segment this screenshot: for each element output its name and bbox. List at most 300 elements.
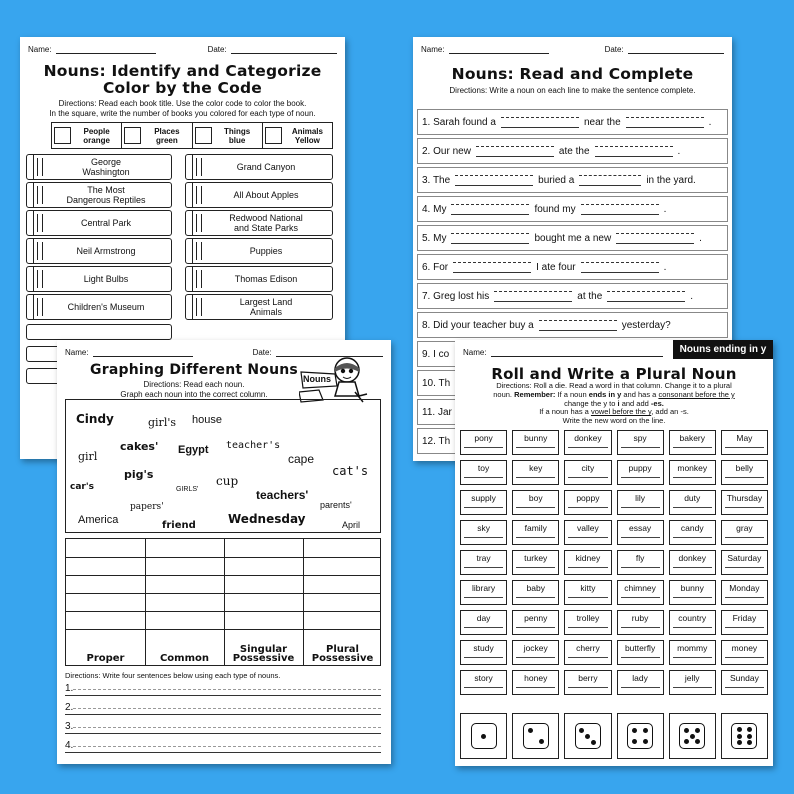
book-right[interactable] xyxy=(185,238,333,264)
noun-word: cat's xyxy=(332,464,369,478)
dice-cell xyxy=(564,713,611,759)
directions-line-2: Graph each noun into the correct column. xyxy=(120,389,268,399)
graph-column-label xyxy=(66,654,145,663)
book-title-line-1: Redwood National xyxy=(229,213,303,223)
page-title: Nouns: Read and Complete xyxy=(451,65,694,83)
word-cell[interactable]: library xyxy=(460,580,507,605)
column-label-line-1: Common xyxy=(159,653,210,664)
key-cell xyxy=(263,123,332,148)
graph-row-line xyxy=(66,629,380,630)
sentence-row xyxy=(417,196,728,222)
book-title xyxy=(70,274,129,284)
directions-line-5: Write the new word on the line. xyxy=(562,416,666,426)
name-line[interactable] xyxy=(56,45,156,54)
answer-blank[interactable] xyxy=(595,146,673,157)
die-pip xyxy=(747,740,752,745)
book-title xyxy=(54,302,145,312)
book-right[interactable] xyxy=(185,154,333,180)
book-right[interactable] xyxy=(185,294,333,320)
sentence-row xyxy=(417,225,728,251)
word-cell[interactable]: country xyxy=(669,610,716,635)
book-spine xyxy=(27,295,34,319)
name-label: Name: xyxy=(463,348,487,357)
book-title xyxy=(223,162,296,172)
key-label xyxy=(74,127,119,145)
die-pip xyxy=(643,739,648,744)
die-pip xyxy=(684,728,689,733)
die-4-icon xyxy=(627,723,653,749)
key-cell xyxy=(52,123,122,148)
sentence-part-b: ate the xyxy=(558,145,590,157)
word-cell[interactable]: berry xyxy=(564,670,611,695)
writing-line[interactable]: 3. xyxy=(65,721,381,734)
die-3-icon xyxy=(575,723,601,749)
count-square[interactable] xyxy=(195,127,212,144)
key-label xyxy=(144,127,189,145)
topic-badge: Nouns ending in y xyxy=(673,340,773,359)
word-cell[interactable]: duty xyxy=(669,490,716,515)
answer-blank[interactable] xyxy=(451,204,529,215)
sentence-part-b: found my xyxy=(534,203,576,215)
noun-word: teacher's xyxy=(226,440,281,451)
book-title xyxy=(67,218,131,228)
book-title xyxy=(236,246,283,256)
book-right[interactable] xyxy=(185,266,333,292)
graph-column-label xyxy=(303,645,382,663)
word-cell[interactable]: fly xyxy=(617,550,664,575)
sentence-part-b: bought me a new xyxy=(534,232,612,244)
word-cell[interactable]: May xyxy=(721,430,768,455)
sentence-part-b: yesterday? xyxy=(621,319,671,331)
die-pip xyxy=(481,734,486,739)
name-line[interactable] xyxy=(491,348,663,357)
book-title-line-2: and State Parks xyxy=(233,223,299,233)
dice-cell xyxy=(669,713,716,759)
book-spine xyxy=(186,155,193,179)
dir-consonant: consonant before the y xyxy=(658,389,735,399)
key-category: Animals xyxy=(291,126,323,136)
book-spine xyxy=(27,183,34,207)
word-cell[interactable]: study xyxy=(460,640,507,665)
sentence-part-c: . xyxy=(690,290,694,302)
answer-blank[interactable] xyxy=(494,291,572,302)
book-spine xyxy=(186,267,193,291)
answer-blank[interactable] xyxy=(455,175,533,186)
die-pip xyxy=(643,728,648,733)
noun-graph xyxy=(65,538,381,666)
dir-vowel: vowel before the y xyxy=(590,407,652,417)
book-spine xyxy=(186,183,193,207)
book-left[interactable] xyxy=(26,294,172,320)
book-title xyxy=(68,157,129,177)
die-pip xyxy=(747,727,752,732)
answer-blank[interactable] xyxy=(539,320,617,331)
name-label: Name: xyxy=(28,45,52,54)
dice-cell xyxy=(512,713,559,759)
noun-word: cakes' xyxy=(120,440,159,453)
word-cell[interactable]: bakery xyxy=(669,430,716,455)
die-pip xyxy=(737,734,742,739)
noun-word: parents' xyxy=(320,500,352,510)
book-spine xyxy=(27,211,34,235)
noun-word: America xyxy=(78,514,119,526)
book-left-partial xyxy=(26,324,172,340)
word-cell[interactable]: essay xyxy=(617,520,664,545)
word-cell[interactable]: bunny xyxy=(669,580,716,605)
column-label-line-1: Singular xyxy=(239,644,288,655)
word-cell[interactable]: jockey xyxy=(512,640,559,665)
hero-cape-label: Nouns xyxy=(303,374,331,384)
noun-word: teachers' xyxy=(256,488,309,502)
noun-word: house xyxy=(192,414,222,426)
book-title xyxy=(219,190,298,200)
book-title-line-1: Neil Armstrong xyxy=(76,246,136,256)
noun-word: girl xyxy=(78,450,98,463)
word-cell[interactable]: honey xyxy=(512,670,559,695)
sentence-part-a: 3. The xyxy=(422,174,451,186)
sentence-part-a: 12. Th xyxy=(422,435,451,447)
die-pip xyxy=(737,727,742,732)
word-cell[interactable]: mommy xyxy=(669,640,716,665)
sentence-part-b: buried a xyxy=(538,174,575,186)
word-cell[interactable]: lady xyxy=(617,670,664,695)
noun-word: April xyxy=(342,520,361,530)
word-cell[interactable]: Monday xyxy=(721,580,768,605)
answer-blank[interactable] xyxy=(626,117,704,128)
die-1-icon xyxy=(471,723,497,749)
word-cell[interactable]: jelly xyxy=(669,670,716,695)
book-title-line-2: Washington xyxy=(82,167,130,177)
word-cell[interactable]: chimney xyxy=(617,580,664,605)
dice-cell xyxy=(721,713,768,759)
die-pip xyxy=(695,728,700,733)
sentence-part-b: I ate four xyxy=(536,261,576,273)
die-pip xyxy=(528,728,533,733)
die-pip xyxy=(747,734,752,739)
date-line[interactable] xyxy=(628,45,724,54)
dir-text: and add xyxy=(621,398,649,408)
word-cell[interactable]: Sunday xyxy=(721,670,768,695)
book-title-line-1: Central Park xyxy=(80,218,132,228)
book-spine xyxy=(27,239,34,263)
dir-text: If a noun xyxy=(557,389,587,399)
sentence-row xyxy=(417,254,728,280)
word-cell[interactable]: monkey xyxy=(669,460,716,485)
sentence-row xyxy=(417,138,728,164)
column-label-line-2: Possessive xyxy=(232,653,295,664)
book-title xyxy=(52,185,145,205)
sentence-row xyxy=(417,312,728,338)
die-5-icon xyxy=(679,723,705,749)
key-cell xyxy=(122,123,192,148)
book-title-line-2: Dangerous Reptiles xyxy=(66,195,146,205)
dir-es: -es. xyxy=(650,398,664,408)
writing-line[interactable]: 1. xyxy=(65,683,381,696)
book-title-line-1: All About Apples xyxy=(233,190,299,200)
name-label: Name: xyxy=(65,348,89,357)
die-pip xyxy=(737,740,742,745)
column-label-line-1: Plural xyxy=(326,644,359,655)
word-cell[interactable]: spy xyxy=(617,430,664,455)
word-cell[interactable]: Friday xyxy=(721,610,768,635)
answer-blank[interactable] xyxy=(607,291,685,302)
word-cell[interactable]: boy xyxy=(512,490,559,515)
book-title-line-1: George xyxy=(90,157,121,167)
word-cell[interactable]: Thursday xyxy=(721,490,768,515)
writing-line[interactable]: 4. xyxy=(65,740,381,753)
die-2-icon xyxy=(523,723,549,749)
word-cell[interactable]: belly xyxy=(721,460,768,485)
key-category: People xyxy=(83,126,110,136)
graph-row-line xyxy=(66,593,380,594)
die-pip xyxy=(684,739,689,744)
dir-text: noun. xyxy=(493,389,513,399)
word-cell[interactable]: Saturday xyxy=(721,550,768,575)
word-cell[interactable]: turkey xyxy=(512,550,559,575)
directions-line-1: Directions: Read each book title. Use the color code to color the book. xyxy=(58,99,307,108)
word-cell[interactable]: bunny xyxy=(512,430,559,455)
book-title-line-1: Puppies xyxy=(249,246,283,256)
word-cell[interactable]: kidney xyxy=(564,550,611,575)
answer-blank[interactable] xyxy=(501,117,579,128)
sentence-part-c: . xyxy=(663,203,667,215)
noun-word: papers' xyxy=(130,502,164,512)
name-date-bar xyxy=(463,348,663,357)
word-cell[interactable]: baby xyxy=(512,580,559,605)
book-spine xyxy=(27,267,34,291)
noun-word: cape xyxy=(288,452,315,466)
name-date-bar xyxy=(28,45,337,54)
book-right[interactable] xyxy=(185,210,333,236)
graph-row-line xyxy=(66,557,380,558)
word-cell[interactable]: donkey xyxy=(669,550,716,575)
word-cell[interactable]: toy xyxy=(460,460,507,485)
graph-column-label xyxy=(145,654,224,663)
book-title-line-1: Light Bulbs xyxy=(83,274,129,284)
dir-ends-in-y: ends in y xyxy=(588,389,622,399)
sentence-part-b: at the xyxy=(577,290,603,302)
page-title: Roll and Write a Plural Noun xyxy=(491,365,737,383)
book-left[interactable] xyxy=(26,182,172,208)
name-label: Name: xyxy=(421,45,445,54)
book-title-line-1: Thomas Edison xyxy=(234,274,298,284)
key-cell xyxy=(193,123,263,148)
word-cell[interactable]: money xyxy=(721,640,768,665)
word-cell[interactable]: gray xyxy=(721,520,768,545)
key-category: Things xyxy=(224,126,251,136)
word-cell[interactable]: sky xyxy=(460,520,507,545)
word-cell[interactable]: day xyxy=(460,610,507,635)
directions-line-1: Directions: Read each noun. xyxy=(143,380,245,389)
die-pip xyxy=(579,728,584,733)
graph-column-label xyxy=(224,645,303,663)
key-category: Places xyxy=(154,126,180,136)
directions xyxy=(26,99,339,118)
book-left[interactable] xyxy=(26,210,172,236)
word-cell[interactable]: candy xyxy=(669,520,716,545)
sentence-part-c: . xyxy=(677,145,681,157)
word-cell[interactable]: kitty xyxy=(564,580,611,605)
book-title-line-1: Largest Land xyxy=(239,297,293,307)
die-pip xyxy=(539,739,544,744)
book-left[interactable] xyxy=(26,238,172,264)
key-color: Yellow xyxy=(294,135,320,145)
sentence-row xyxy=(417,167,728,193)
noun-word: friend xyxy=(162,520,196,531)
write-directions: Directions: Write four sentences below using each type of nouns. xyxy=(65,671,281,680)
dir-text: , add an -s. xyxy=(651,407,689,417)
noun-word: girl's xyxy=(148,416,177,429)
sentence-part-c: . xyxy=(699,232,702,244)
book-left[interactable] xyxy=(26,266,172,292)
book-title xyxy=(215,213,303,233)
answer-blank[interactable] xyxy=(581,262,659,273)
noun-word: cup xyxy=(216,474,239,488)
die-pip xyxy=(585,734,590,739)
page-title: Graphing Different Nouns xyxy=(90,362,298,378)
book-title xyxy=(226,297,293,317)
directions xyxy=(461,382,767,426)
dir-text: change the y to xyxy=(564,398,616,408)
die-6-icon xyxy=(731,723,757,749)
sentence-part-c: . xyxy=(663,261,667,273)
word-cell[interactable]: story xyxy=(460,670,507,695)
date-label: Date: xyxy=(252,348,272,357)
count-square[interactable] xyxy=(265,127,282,144)
dir-remember: Remember: xyxy=(514,389,556,399)
worksheet-roll-plural xyxy=(455,340,773,766)
key-label xyxy=(215,127,260,145)
directions: Directions: Write a noun on each line to make the sentence complete. xyxy=(449,86,696,95)
graph-row-line xyxy=(66,611,380,612)
sentence-row xyxy=(417,283,728,309)
count-square[interactable] xyxy=(54,127,71,144)
word-cell[interactable]: trolley xyxy=(564,610,611,635)
word-cell[interactable]: donkey xyxy=(564,430,611,455)
book-title xyxy=(62,246,135,256)
book-title-line-1: The Most xyxy=(87,185,125,195)
word-cell[interactable]: key xyxy=(512,460,559,485)
word-cell[interactable]: valley xyxy=(564,520,611,545)
answer-blank[interactable] xyxy=(616,233,694,244)
writing-line[interactable]: 2. xyxy=(65,702,381,715)
die-pip xyxy=(632,728,637,733)
book-title-line-2: Animals xyxy=(249,307,282,317)
word-cell[interactable]: city xyxy=(564,460,611,485)
dice-cell xyxy=(617,713,664,759)
book-left[interactable] xyxy=(26,154,172,180)
word-cell[interactable]: pony xyxy=(460,430,507,455)
word-cell[interactable]: poppy xyxy=(564,490,611,515)
word-cell[interactable]: butterfly xyxy=(617,640,664,665)
word-cell[interactable]: ruby xyxy=(617,610,664,635)
word-cell[interactable]: cherry xyxy=(564,640,611,665)
answer-blank[interactable] xyxy=(451,233,529,244)
die-pip xyxy=(632,739,637,744)
sentence-part-a: 10. Th xyxy=(422,377,451,389)
graph-row-line xyxy=(66,575,380,576)
sentence-part-a: 7. Greg lost his xyxy=(422,290,490,302)
dir-text: If a noun has a xyxy=(539,407,589,417)
sentence-row xyxy=(417,109,728,135)
die-pip xyxy=(690,734,695,739)
title-line-2: Color by the Code xyxy=(102,79,262,97)
sentence-part-a: 2. Our new xyxy=(422,145,471,157)
noun-word: Egypt xyxy=(178,444,209,456)
name-line[interactable] xyxy=(449,45,549,54)
key-color: green xyxy=(155,135,178,145)
noun-word-box xyxy=(65,399,381,533)
word-cell[interactable]: lily xyxy=(617,490,664,515)
sentence-part-a: 1. Sarah found a xyxy=(422,116,496,128)
book-title-line-1: Children's Museum xyxy=(67,302,145,312)
dice-row xyxy=(460,713,768,759)
book-spine xyxy=(186,239,193,263)
sentence-part-c: in the yard. xyxy=(646,174,696,186)
sentence-part-a: 5. My xyxy=(422,232,447,244)
answer-blank[interactable] xyxy=(453,262,531,273)
title-line-1: Nouns: Identify and Categorize xyxy=(43,62,322,80)
date-label: Date: xyxy=(604,45,624,54)
answer-blank[interactable] xyxy=(579,175,641,186)
color-key xyxy=(51,122,333,149)
word-cell[interactable]: supply xyxy=(460,490,507,515)
date-label: Date: xyxy=(207,45,227,54)
die-pip xyxy=(591,740,596,745)
book-spine xyxy=(186,211,193,235)
answer-blank[interactable] xyxy=(581,204,659,215)
sentence-part-c: . xyxy=(708,116,712,128)
word-cell[interactable]: puppy xyxy=(617,460,664,485)
key-color: orange xyxy=(83,135,110,145)
noun-word: car's xyxy=(70,482,94,492)
dir-text: and has a xyxy=(623,389,657,399)
book-spine xyxy=(186,295,193,319)
key-label xyxy=(285,127,330,145)
word-cell[interactable]: family xyxy=(512,520,559,545)
noun-word: GIRLS' xyxy=(176,486,199,493)
word-cell[interactable]: tray xyxy=(460,550,507,575)
worksheet-graphing-nouns xyxy=(57,340,391,764)
count-square[interactable] xyxy=(124,127,141,144)
directions-line-2: In the square, write the number of books you colored for each type of noun. xyxy=(49,108,316,118)
sentence-part-a: 8. Did your teacher buy a xyxy=(422,319,534,331)
date-line[interactable] xyxy=(231,45,337,54)
name-date-bar xyxy=(421,45,724,54)
book-title-line-1: Grand Canyon xyxy=(236,162,296,172)
book-title xyxy=(221,274,298,284)
sentence-part-a: 11. Jar xyxy=(422,406,452,418)
dice-cell xyxy=(460,713,507,759)
column-label-line-2: Possessive xyxy=(311,653,374,664)
word-cell[interactable]: penny xyxy=(512,610,559,635)
sentence-part-a: 9. I co xyxy=(422,348,450,360)
column-label-line-1: Proper xyxy=(86,653,125,664)
dir-i: i xyxy=(617,398,620,408)
answer-blank[interactable] xyxy=(476,146,554,157)
key-color: blue xyxy=(228,135,246,145)
name-line[interactable] xyxy=(93,348,193,357)
plural-word-table xyxy=(460,430,768,695)
noun-word: pig's xyxy=(124,468,154,481)
noun-word: Cindy xyxy=(76,412,114,426)
book-right[interactable] xyxy=(185,182,333,208)
sentence-part-a: 6. For xyxy=(422,261,449,273)
page-title xyxy=(20,63,345,97)
sentence-part-b: near the xyxy=(583,116,621,128)
die-pip xyxy=(695,739,700,744)
directions-line-1: Directions: Roll a die. Read a word in that column. Change it to a plural xyxy=(496,381,732,390)
